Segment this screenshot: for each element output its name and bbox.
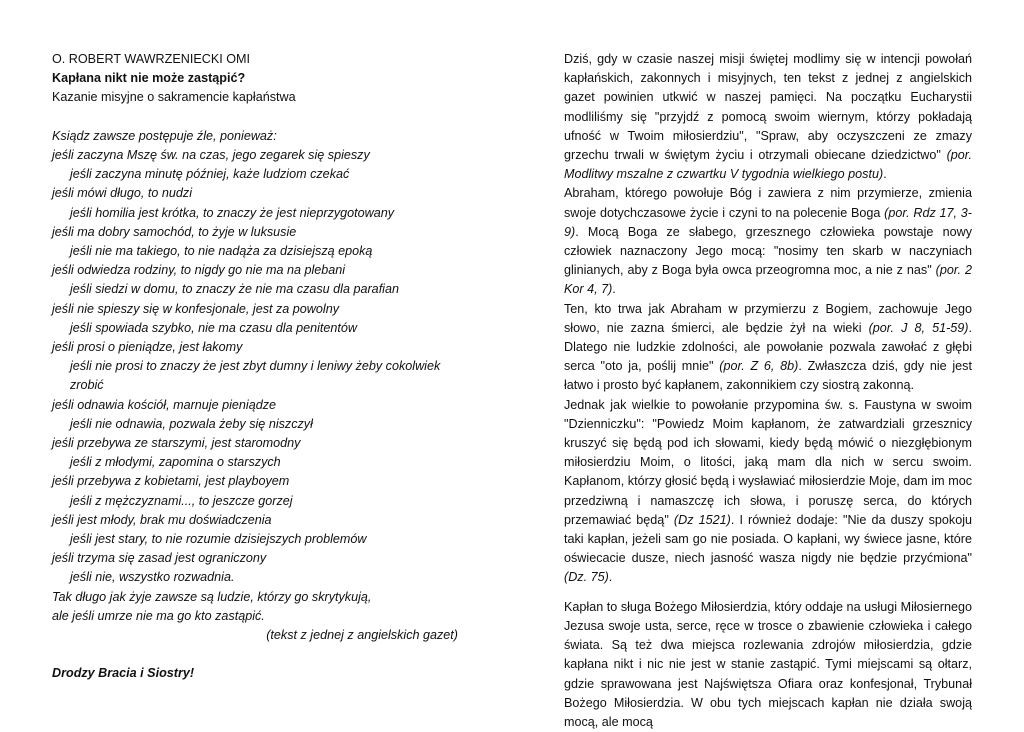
text-segment: Jednak jak wielkie to powołanie przypomina św. s. Faustyna w swoim "Dzienniczku": "Powiedz Moim kapłanom, że zatwardziali grzesznicy kruszyć się będą pod ich słowami, kiedy będą mówić o niezgłębionym miłosierdziu Moim, o litości, jaką mam dla nich w sercu swoim. Kapłanom, którzy głosić będą i wysławiać miłosierdzie Moje, dam im moc przedziwną i namaszczę ich słowa, i poruszę serca, do których przemawiać będą" [564,397,972,527]
author: O. ROBERT WAWRZENIECKI OMI [52,52,251,66]
poem [52,146,472,626]
paragraph-5 [564,598,972,732]
poem-line: jeśli nie, wszystko rozwadnia. [70,570,235,585]
poem-line: Tak długo jak żyje zawsze są ludzie, którzy go skrytykują, [52,589,372,604]
poem-line: jeśli jest młody, brak mu doświadczenia [52,512,272,527]
paragraph-1 [564,50,972,184]
text-segment: . Dlatego nie ludzkie zdolności, ale powołanie pozwala zawołać z głębi serca "oto ja, poślij mnie" [564,320,972,374]
sermon-subtitle: Kazanie misyjne o sakramencie kapłaństwa [52,90,296,105]
poem-line: jeśli trzyma się zasad jest ograniczony [52,551,267,566]
text-segment: Ten, kto trwa jak Abraham w przymierzu z Bogiem, zachowuje Jego słowo, nie zazna śmierci, ale będzie żył na wieki [564,301,972,335]
citation: (Dz. 75) [564,570,609,585]
citation: (por. Z 6, 8b) [719,359,799,374]
citation: (por. Modlitwy mszalne z czwartku V tygodnia wielkiego postu) [564,148,972,182]
poem-line: jeśli zaczyna Mszę św. na czas, jego zegarek się spieszy [52,148,370,162]
text-segment: . Mocą Boga ze słabego, grzesznego człowieka powstaje nowy człowiek naznaczony Jego mocą: "nosimy ten skarb w naczyniach glinianych, aby z Boga była owca przeogromna moc, a nie z nas" [564,224,972,278]
text-segment: . [608,570,613,585]
poem-line: jeśli jest stary, to nie rozumie dzisiejszych problemów [70,532,367,547]
poem-line: jeśli nie prosi to znaczy że jest zbyt dumny i leniwy żeby cokolwiek zrobić [70,359,441,393]
text-segment: . I również dodaje: "Nie da duszy spokoju taki kapłan, jeżeli sam go nie posiada. O kapłani, wy świece jasne, które oświecacie dusze, niech jasność wasza nigdy nie będzie przyćmiona" [564,512,973,566]
right-column [564,50,972,732]
poem-line: ale jeśli umrze nie ma go kto zastąpić. [52,608,265,623]
text-segment: Dziś, gdy w czasie naszej misji świętej modlimy się w intencji powołań kapłańskich, zakonnych i misyjnych, ten tekst z jednej z angielskich gazet powinien utkwić w naszej pamięci. Na początku Eucharystii modliliśmy się "przyjdź z pomocą swoim wiernym, którzy pokładają ufność w Twoim miłosierdziu", "Spraw, aby oczyszczeni ze zmazy grzechu trwali w świętym życiu i otrzymali obiecane dziedzictwo" [564,52,972,163]
poem-line: jeśli z młodymi, zapomina o starszych [70,455,281,470]
poem-line: jeśli mówi długo, to nudzi [52,186,193,201]
citation: (por. J 8, 51-59) [868,320,969,335]
paragraph-2 [564,184,972,299]
poem-line: jeśli homilia jest krótka, to znaczy że jest nieprzygotowany [70,205,395,220]
poem-line: jeśli nie ma takiego, to nie nadąża za dzisiejszą epoką [70,244,373,259]
paragraph-4 [564,396,972,588]
greeting: Drodzy Bracia i Siostry! [52,666,195,681]
poem-line: jeśli przebywa ze starszymi, jest staromodny [52,436,301,451]
paragraph-3 [564,300,972,396]
poem-intro: Ksiądz zawsze postępuje źle, ponieważ: [52,128,277,143]
left-column [52,50,472,684]
poem-line: jeśli siedzi w domu, to znaczy że nie ma czasu dla parafian [70,282,399,297]
poem-line: jeśli spowiada szybko, nie ma czasu dla penitentów [70,320,358,335]
poem-line: jeśli nie spieszy się w konfesjonale, jest za powolny [52,301,339,316]
text-segment: Abraham, którego powołuje Bóg i zawiera z nim przymierze, zmienia swoje dotychczasowe życie i czyni to na polecenie Boga [564,186,972,220]
poem-line: jeśli nie odnawia, pozwala żeby się niszczył [70,416,313,431]
poem-source: (tekst z jednej z angielskich gazet) [266,628,458,643]
poem-line: jeśli ma dobry samochód, to żyje w luksusie [52,224,297,239]
citation: (por. Rdz 17, 3-9) [564,205,972,239]
text-segment: . Zwłaszcza dziś, gdy nie jest łatwo i prosto być kapłanem, zakonnikiem czy siostrą zakonną. [564,359,972,393]
text-segment: . [612,282,616,297]
poem-line: jeśli prosi o pieniądze, jest łakomy [52,340,243,355]
citation: (Dz 1521) [673,512,731,527]
poem-line: jeśli przebywa z kobietami, jest playboyem [52,474,290,489]
sermon-title: Kapłana nikt nie może zastąpić? [52,71,246,86]
poem-line: jeśli odnawia kościół, marnuje pieniądze [52,397,277,412]
text-segment: Kapłan to sługa Bożego Miłosierdzia, który oddaje na usługi Miłosiernego Jezusa swoje usta, serce, ręce w trosce o zbawienie człowieka i całego świata. Są też dwa miejsca rozlewania zdrojów miłosierdzia, gdzie kapłana nikt i nic nie jest w stanie zastąpić. Tymi miejscami są ołtarz, gdzie sprawowana jest Najświętsza Ofiara oraz konfesjonał, Trybunał Bożego Miłosierdzia. W obu tych miejscach kapłan nie działa swoją mocą, ale mocą [564,599,972,729]
poem-line: jeśli z mężczyznami..., to jeszcze gorzej [70,493,293,508]
poem-line: jeśli zaczyna minutę później, każe ludziom czekać [70,167,350,182]
citation: (por. 2 Kor 4, 7) [564,263,972,297]
poem-line: jeśli odwiedza rodziny, to nigdy go nie ma na plebani [52,263,346,278]
text-segment: . [883,167,887,182]
